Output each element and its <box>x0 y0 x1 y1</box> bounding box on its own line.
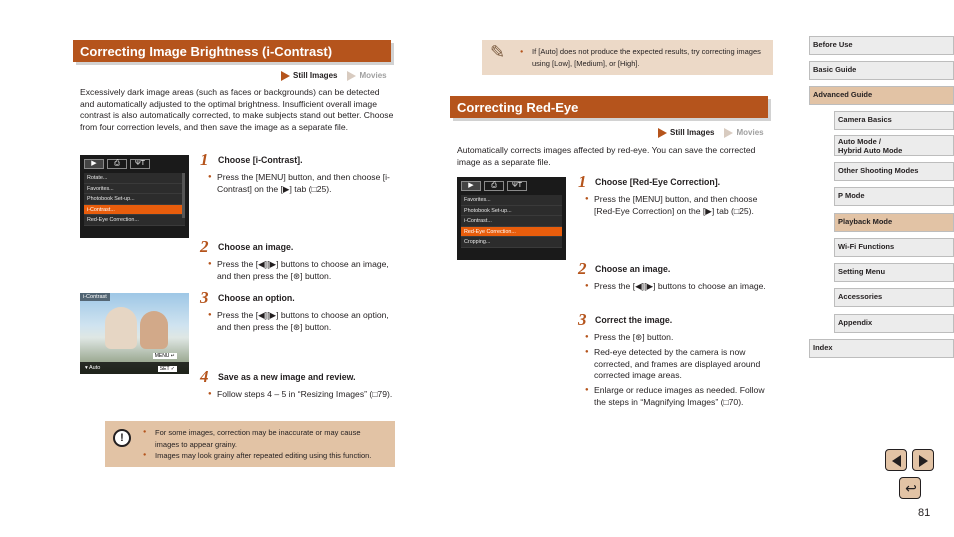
step-title: Choose [i-Contrast]. <box>218 155 303 165</box>
back-button[interactable] <box>899 477 921 499</box>
arrow-left-icon <box>892 455 901 467</box>
nav-item-accessories[interactable]: Accessories <box>834 288 954 307</box>
menu-item: Photobook Set-up... <box>84 194 185 205</box>
note-box <box>482 40 773 75</box>
menu-item-selected: Red-Eye Correction... <box>461 227 562 238</box>
settings-tab-icon: ΨΤ <box>130 159 150 169</box>
print-tab-icon: ⎙ <box>484 181 504 191</box>
step-number: 2 <box>200 237 209 256</box>
photo-option-bar: ▾ Auto <box>80 362 189 374</box>
step-number: 2 <box>578 259 587 278</box>
caution-box <box>105 421 395 467</box>
still-images-label: Still Images <box>281 71 337 81</box>
menu-item: Photobook Set-up... <box>461 206 562 217</box>
step-title: Choose an option. <box>218 293 295 303</box>
nav-item-advanced-guide[interactable]: Advanced Guide <box>809 86 954 105</box>
step-instruction: ● Enlarge or reduce images as needed. Follow the steps in “Magnifying Images” (□70). <box>585 385 775 408</box>
photo-subject-2 <box>140 311 168 349</box>
step-title: Choose [Red-Eye Correction]. <box>595 177 721 187</box>
nav-item-auto-mode[interactable]: Auto Mode / Hybrid Auto Mode <box>834 135 954 156</box>
photo-mode-tag: i-Contrast <box>80 293 110 301</box>
step-title: Choose an image. <box>595 264 671 274</box>
step-title: Save as a new image and review. <box>218 372 356 382</box>
section-title-red-eye: Correcting Red-Eye <box>450 96 768 118</box>
nav-item-other-shooting-modes[interactable]: Other Shooting Modes <box>834 162 954 181</box>
movies-label: Movies <box>347 71 386 81</box>
step-number: 1 <box>200 150 209 169</box>
menu-item: i-Contrast... <box>461 216 562 227</box>
pencil-icon: ✎ <box>490 42 506 62</box>
step-instruction: ● Press the [⊛] button. <box>585 332 775 344</box>
menu-scrollbar <box>182 173 185 218</box>
intro-paragraph: Automatically corrects images affected by red-eye. You can save the corrected image as a separate file. <box>457 145 756 167</box>
nav-item-basic-guide[interactable]: Basic Guide <box>809 61 954 80</box>
nav-item-p-mode[interactable]: P Mode <box>834 187 954 206</box>
section-title-i-contrast: Correcting Image Brightness (i-Contrast) <box>73 40 391 62</box>
playback-tab-icon: ▶ <box>84 159 104 169</box>
step-instruction: ● Red-eye detected by the camera is now corrected, and frames are displayed around corrected image areas. <box>585 347 775 382</box>
caution-item: ● Images may look grainy after repeated editing using this function. <box>143 450 385 462</box>
arrow-right-icon <box>919 455 928 467</box>
photo-subject-1 <box>105 307 137 349</box>
menu-item: Red-Eye Correction... <box>84 215 185 226</box>
nav-item-camera-basics[interactable]: Camera Basics <box>834 111 954 130</box>
step-instruction: ● Press the [◀][▶] buttons to choose an image. <box>585 281 775 293</box>
caution-item: ● For some images, correction may be inaccurate or may cause images to appear grainy. <box>143 427 385 450</box>
step-instruction: ● Press the [◀][▶] buttons to choose an option, and then press the [⊛] button. <box>208 310 394 333</box>
print-tab-icon: ⎙ <box>107 159 127 169</box>
next-page-button[interactable] <box>912 449 934 471</box>
caution-icon: ! <box>113 429 131 447</box>
menu-item: Favorites... <box>84 184 185 195</box>
image-type-filter <box>658 128 764 138</box>
menu-item: Favorites... <box>461 195 562 206</box>
note-item: ● If [Auto] does not produce the expected results, try correcting images using [Low], [Medium], or [High]. <box>520 46 763 70</box>
nav-item-setting-menu[interactable]: Setting Menu <box>834 263 954 282</box>
image-type-filter <box>281 71 387 81</box>
camera-menu-screenshot <box>457 177 566 260</box>
nav-item-wifi-functions[interactable]: Wi-Fi Functions <box>834 238 954 257</box>
step-number: 1 <box>578 172 587 191</box>
step-title: Choose an image. <box>218 242 294 252</box>
menu-item: Rotate... <box>84 173 185 184</box>
settings-tab-icon: ΨΤ <box>507 181 527 191</box>
intro-paragraph: Excessively dark image areas (such as faces or backgrounds) can be detected and automatically adjusted to the optimal brightness. Insufficient overall image contrast is also automatically corrected, to make subjects stand out better. Choose from four correction levels, and then save the image as a separate file. <box>80 87 394 133</box>
movies-label: Movies <box>724 128 763 138</box>
nav-item-appendix[interactable]: Appendix <box>834 314 954 333</box>
menu-item: Cropping... <box>461 237 562 248</box>
step-number: 4 <box>200 367 209 386</box>
step-instruction: ● Press the [◀][▶] buttons to choose an image, and then press the [⊛] button. <box>208 259 394 282</box>
step-title: Correct the image. <box>595 315 673 325</box>
menu-button-chip: MENU ↵ <box>154 353 175 359</box>
return-icon: ↩ <box>905 480 917 496</box>
step-instruction: ● Press the [MENU] button, and then choose [Red-Eye Correction] on the [▶] tab (□25). <box>585 194 775 217</box>
step-instruction: ● Follow steps 4 – 5 in “Resizing Images” (□79). <box>208 389 394 401</box>
set-button-chip: SET ✓ <box>159 366 175 372</box>
menu-tabs <box>84 159 185 169</box>
previous-page-button[interactable] <box>885 449 907 471</box>
menu-item-selected: i-Contrast... <box>84 205 185 216</box>
page-number: 81 <box>918 507 931 519</box>
menu-tabs <box>461 181 562 191</box>
playback-tab-icon: ▶ <box>461 181 481 191</box>
step-instruction: ● Press the [MENU] button, and then choose [i-Contrast] on the [▶] tab (□25). <box>208 172 394 195</box>
nav-item-before-use[interactable]: Before Use <box>809 36 954 55</box>
i-contrast-preview-photo <box>80 293 189 374</box>
step-number: 3 <box>578 310 587 329</box>
camera-menu-screenshot <box>80 155 189 238</box>
still-images-label: Still Images <box>658 128 714 138</box>
step-number: 3 <box>200 288 209 307</box>
nav-item-index[interactable]: Index <box>809 339 954 358</box>
nav-item-playback-mode[interactable]: Playback Mode <box>834 213 954 232</box>
